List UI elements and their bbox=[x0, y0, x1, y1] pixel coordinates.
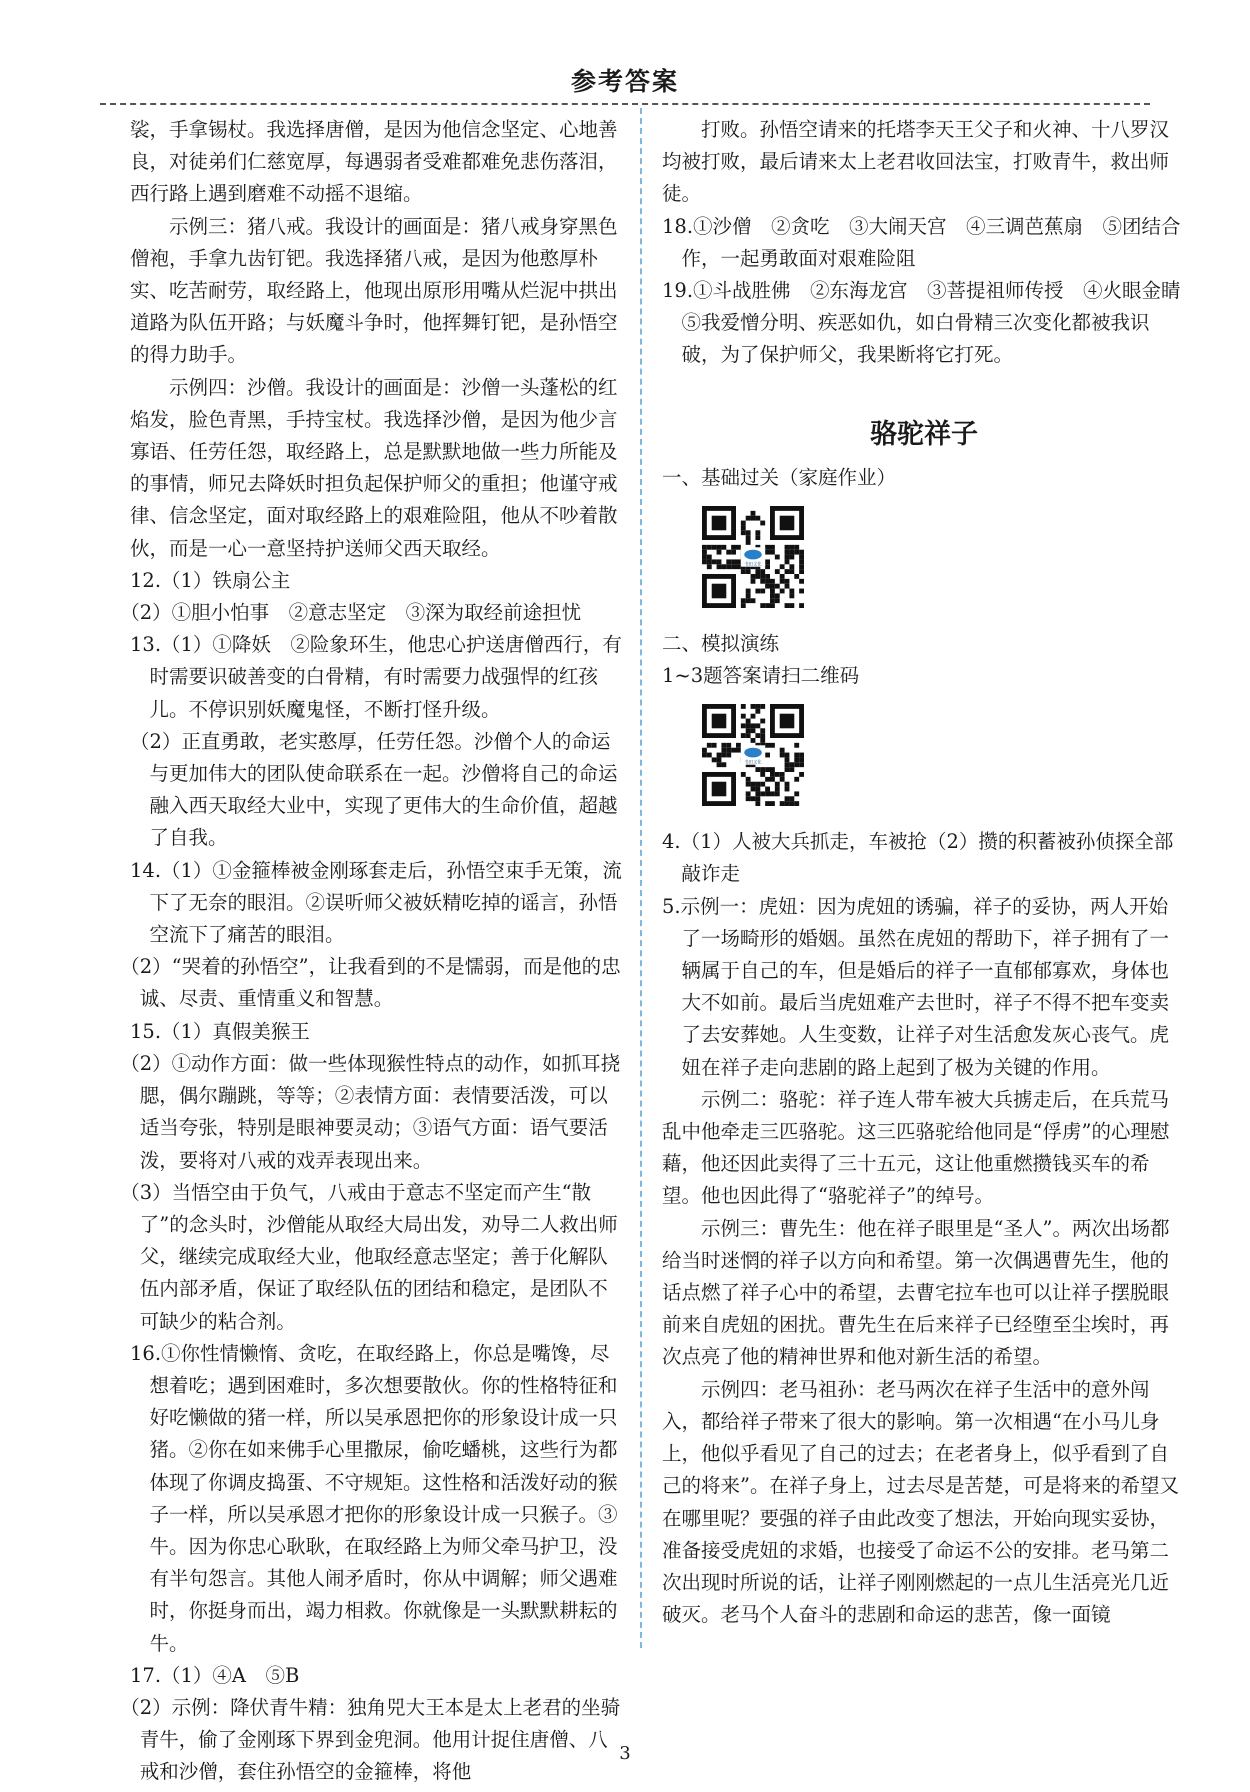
header-divider bbox=[100, 103, 1150, 105]
section-part2-heading: 二、模拟演练 bbox=[662, 631, 780, 655]
answer-paragraph: （2）“哭着的孙悟空”，让我看到的不是懦弱，而是他的忠诚、尽责、重情重义和智慧。 bbox=[120, 955, 621, 1011]
answer-paragraph: 14.（1）①金箍棒被金刚琢套走后，孙悟空束手无策，流下了无奈的眼泪。②误听师父被妖精吃掉的谣言，孙悟空流下了痛苦的眼泪。 bbox=[130, 858, 622, 947]
answer-paragraph: （2）①动作方面：做一些体现猴性特点的动作，如抓耳挠腮，偶尔蹦跳，等等；②表情方面：表情要活泼，可以适当夸张，特别是眼神要灵动；③语气方面：语气要活泼，要将对八戒的戏弄表现出来。 bbox=[120, 1051, 621, 1172]
section-title: 骆驼祥子 bbox=[870, 418, 978, 450]
qr-code-icon[interactable] bbox=[702, 704, 804, 806]
answer-paragraph: （2）正直勇敢，老实憨厚，任劳任怨。沙僧个人的命运与更加伟大的团队使命联系在一起。沙僧将自己的命运融入西天取经大业中，实现了更伟大的生命价值，超越了自我。 bbox=[130, 729, 618, 850]
left-column bbox=[120, 114, 623, 1789]
answer-paragraph: 打败。孙悟空请来的托塔李天王父子和火神、十八罗汉均被打败，最后请来太上老君收回法宝，打败青牛，救出师徒。 bbox=[662, 118, 1170, 206]
page-number: 3 bbox=[619, 1743, 631, 1764]
answer-paragraph: （3）当悟空由于负气，八戒由于意志不坚定而产生“散了”的念头时，沙僧能从取经大局出发，劝导二人救出师父，继续完成取经大业，他取经意志坚定；善于化解队伍内部矛盾，保证了取经队伍的团结和稳定，是团队不可缺少的粘合剂。 bbox=[120, 1180, 618, 1333]
answer-paragraph: 16.①你性情懒惰、贪吃，在取经路上，你总是嘴馋，尽想着吃；遇到困难时，多次想要散伙。你的性格特征和好吃懒做的猪一样，所以吴承恩把你的形象设计成一只猪。②你在如来佛手心里撒尿，偷吃蟠桃，这些行为都体现了你调皮捣蛋、不守规矩。这性格和活泼好动的猴子一样，所以吴承恩才把你的形象设计成一只猴子。③牛。因为你忠心耿耿，在取经路上为师父牵马护卫，没有半句怨言。其他人闹矛盾时，你从中调解；师父遇难时，你挺身而出，竭力相救。你就像是一头默默耕耘的牛。 bbox=[130, 1341, 618, 1655]
answer-paragraph: 15.（1）真假美猴王 bbox=[130, 1019, 310, 1043]
right-column-bottom bbox=[662, 826, 1186, 1631]
answer-paragraph: 12.（1）铁扇公主 bbox=[130, 568, 291, 592]
right-column-top bbox=[662, 114, 1201, 372]
answer-paragraph: 13.（1）①降妖 ②险象环生，他忠心护送唐僧西行，有时需要识破善变的白骨精，有时需要力战强悍的红孩儿。不停识别妖魔鬼怪，不断打怪升级。 bbox=[130, 633, 622, 721]
answer-paragraph: 18.①沙僧 ②贪吃 ③大闹天宫 ④三调芭蕉扇 ⑤团结合作，一起勇敢面对艰难险阻 bbox=[662, 214, 1181, 270]
answer-paragraph: 示例三：曹先生：他在祥子眼里是“圣人”。两次出场都给当时迷惘的祥子以方向和希望。第一次偶遇曹先生，他的话点燃了祥子心中的希望，去曹宅拉车也可以让祥子摆脱眼前来自虎妞的困扰。曹先生在后来祥子已经堕至尘埃时，再次点亮了他的精神世界和他对新生活的希望。 bbox=[662, 1216, 1170, 1369]
right-column bbox=[662, 114, 1201, 1631]
qr-logo-label bbox=[744, 560, 762, 567]
answer-paragraph: 4.（1）人被大兵抓走，车被抢（2）攒的积蓄被孙侦探全部敲诈走 bbox=[662, 830, 1174, 886]
answer-paragraph: （2）示例：降伏青牛精：独角兕大王本是太上老君的坐骑青牛，偷了金刚琢下界到金兜洞。他用计捉住唐僧、八戒和沙僧，套住孙悟空的金箍棒，将他 bbox=[120, 1695, 621, 1784]
answer-paragraph: 示例三：猪八戒。我设计的画面是：猪八戒身穿黑色僧袍，手拿九齿钉钯。我选择猪八戒，是因为他憨厚朴实、吃苦耐劳，取经路上，他现出原形用嘴从烂泥中拱出道路为队伍开路；与妖魔斗争时，他挥舞钉钯，是孙悟空的得力助手。 bbox=[130, 214, 618, 367]
section-part1-heading: 一、基础过关（家庭作业） bbox=[662, 465, 897, 489]
answer-paragraph: 19.①斗战胜佛 ②东海龙宫 ③菩提祖师传授 ④火眼金睛 ⑤我爱憎分明、疾恶如仇，如白骨精三次变化都被我识破，为了保护师父，我果断将它打死。 bbox=[662, 279, 1201, 367]
answer-paragraph: （2）①胆小怕事 ②意志坚定 ③深为取经前途担忧 bbox=[120, 601, 582, 625]
scan-note: 1~3题答案请扫二维码 bbox=[662, 664, 860, 688]
answer-paragraph: 示例二：骆驼：祥子连人带车被大兵掳走后，在兵荒马乱中他牵走三匹骆驼。这三匹骆驼给他同是“俘虏”的心理慰藉，他还因此卖得了三十五元，这让他重燃攒钱买车的希望。他也因此得了“骆驼祥子”的绰号。 bbox=[662, 1087, 1170, 1208]
answer-paragraph: 示例四：沙僧。我设计的画面是：沙僧一头蓬松的红焰发，脸色青黑，手持宝杖。我选择沙僧，是因为他少言寡语、任劳任怨，取经路上，总是默默地做一些力所能及的事情，师兄去降妖时担负起保护师父的重担；他谨守戒律、信念坚定，面对取经路上的艰难险阻，他从不吵着散伙，而是一心一意坚持护送师父西天取经。 bbox=[130, 375, 618, 560]
answer-paragraph: 17.（1）④A ⑤B bbox=[130, 1663, 300, 1687]
column-divider bbox=[640, 108, 642, 1648]
qr-logo-label bbox=[744, 758, 762, 765]
qr-code-icon[interactable] bbox=[702, 506, 804, 608]
page-header-title: 参考答案 bbox=[570, 67, 679, 96]
answer-paragraph: 5.示例一：虎妞：因为虎妞的诱骗，祥子的妥协，两人开始了一场畸形的婚姻。虽然在虎妞的帮助下，祥子拥有了一辆属于自己的车，但是婚后的祥子一直郁郁寡欢，身体也大不如前。最后当虎妞难产去世时，祥子不得不把车变卖了去安葬她。人生变数，让祥子对生活愈发灰心丧气。虎妞在祥子走向悲剧的路上起到了极为关键的作用。 bbox=[662, 894, 1170, 1079]
answer-paragraph: 示例四：老马祖孙：老马两次在祥子生活中的意外闯入，都给祥子带来了很大的影响。第一次相遇“在小马儿身上，他似乎看见了自己的过去；在老者身上，似乎看到了自己的将来”。在祥子身上，过去尽是苦楚，可是将来的希望又在哪里呢？要强的祥子由此改变了想法，开始向现实妥协，准备接受虎妞的求婚，也接受了命运不公的安排。老马第二次出现时所说的话，让祥子刚刚燃起的一点儿生活亮光几近破灭。老马个人奋斗的悲剧和命运的悲苦，像一面镜 bbox=[662, 1377, 1179, 1627]
answer-paragraph: 裟，手拿锡杖。我选择唐僧，是因为他信念坚定、心地善良，对徒弟们仁慈宽厚，每遇弱者受难都难免悲伤落泪，西行路上遇到磨难不动摇不退缩。 bbox=[130, 118, 618, 206]
